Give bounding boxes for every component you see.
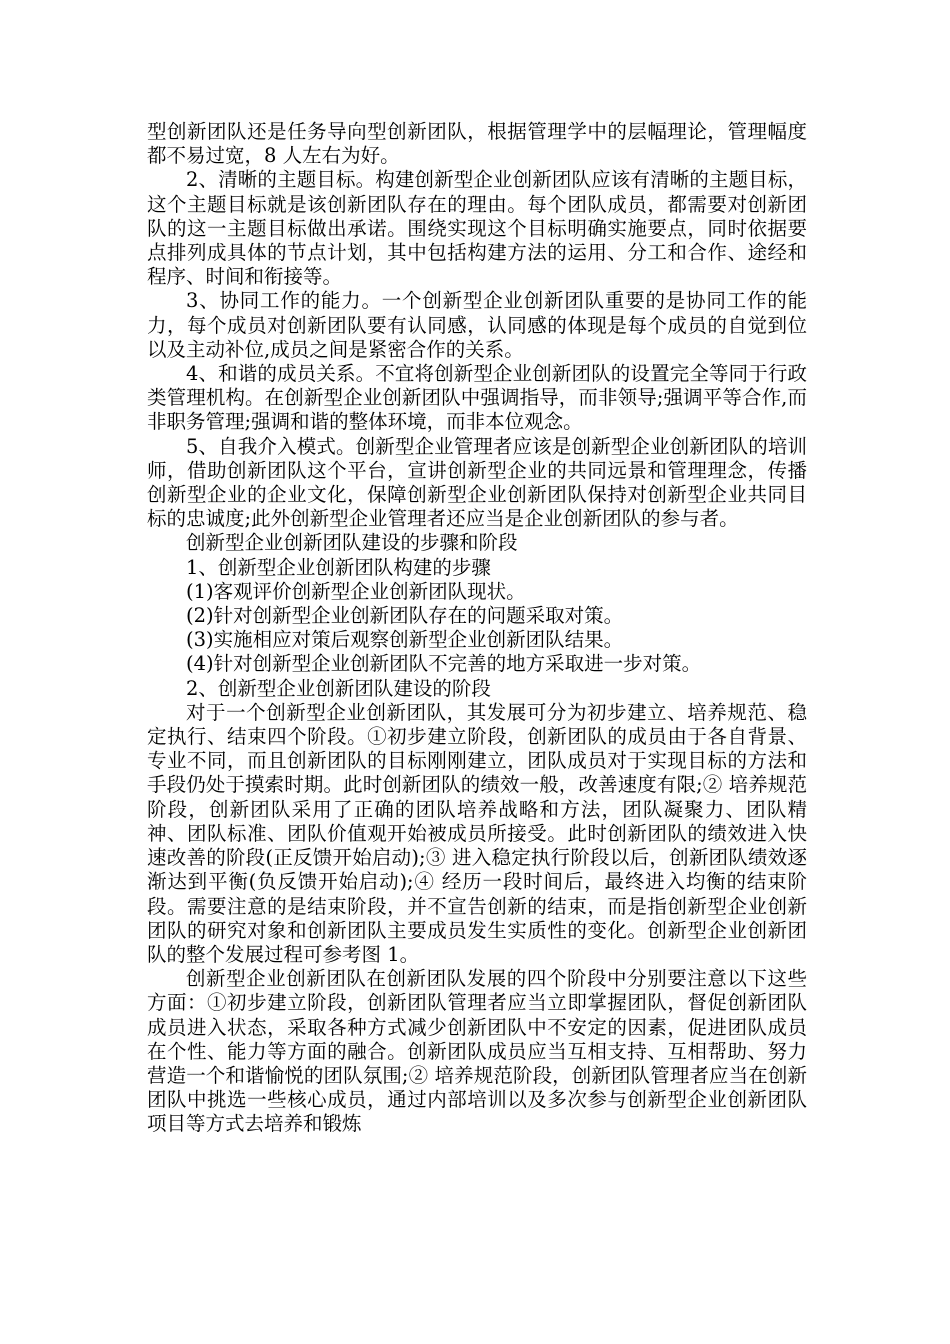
section-heading-steps-stages: 创新型企业创新团队建设的步骤和阶段 bbox=[186, 531, 518, 555]
paragraph-self-involvement: 5、自我介入模式。创新型企业管理者应该是创新型企业创新团队的培训师，借助创新团队这个平台，宣讲创新型企业的共同远景和管理理念，传播创新型企业的企业文化，保障创新型企业创新团队保持对创新型企业共同目标的忠诚度;此外创新型企业管理者还应当是企业创新团队的参与者。 bbox=[147, 434, 807, 531]
list-item-step-4: (4)针对创新型企业创新团队不完善的地方采取进一步对策。 bbox=[186, 652, 702, 676]
subheading-build-steps: 1、创新型企业创新团队构建的步骤 bbox=[186, 555, 491, 579]
paragraph-four-stages: 对于一个创新型企业创新团队，其发展可分为初步建立、培养规范、稳定执行、结束四个阶段。①初步建立阶段，创新团队的成员由于各自背景、专业不同，而且创新团队的目标刚刚建立，团队成员对于实现目标的方法和手段仍处于摸索时期。此时创新团队的绩效一般，改善速度有限;② 培养规范阶段，创新团队采用了正确的团队培养战略和方法，团队凝聚力、团队精神、团队标准、团队价值观开始被成员所接受。此时创新团队的绩效进入快速改善的阶段(正反馈开始启动);③ 进入稳定执行阶段以后，创新团队绩效逐渐达到平衡(负反馈开始启动);④ 经历一段时间后，最终进入均衡的结束阶段。需要注意的是结束阶段，并不宣告创新的结束，而是指创新型企业创新团队的研究对象和创新团队主要成员发生实质性的变化。创新型企业创新团队的整个发展过程可参考图 1。 bbox=[147, 700, 807, 966]
paragraph-member-relations: 4、和谐的成员关系。不宜将创新型企业创新团队的设置完全等同于行政类管理机构。在创新型企业创新团队中强调指导，而非领导;强调平等合作,而非职务管理;强调和谐的整体环境，而非本位观念。 bbox=[147, 362, 807, 434]
paragraph-collaboration: 3、协同工作的能力。一个创新型企业创新团队重要的是协同工作的能力，每个成员对创新团队要有认同感，认同感的体现是每个成员的自觉到位以及主动补位,成员之间是紧密合作的关系。 bbox=[147, 289, 807, 361]
list-item-step-3: (3)实施相应对策后观察创新型企业创新团队结果。 bbox=[186, 628, 624, 652]
list-item-step-1: (1)客观评价创新型企业创新团队现状。 bbox=[186, 579, 526, 603]
list-item-step-2: (2)针对创新型企业创新团队存在的问题采取对策。 bbox=[186, 604, 624, 628]
paragraph-team-size: 型创新团队还是任务导向型创新团队，根据管理学中的层幅理论，管理幅度都不易过宽，8 人左右为好。 bbox=[147, 120, 807, 168]
document-body bbox=[147, 120, 807, 1137]
paragraph-stage-attention: 创新型企业创新团队在创新团队发展的四个阶段中分别要注意以下这些方面：①初步建立阶段，创新团队管理者应当立即掌握团队，督促创新团队成员进入状态，采取各种方式减少创新团队中不安定的因素，促进团队成员在个性、能力等方面的融合。创新团队成员应当互相支持、互相帮助、努力营造一个和谐愉悦的团队氛围;② 培养规范阶段，创新团队管理者应当在创新团队中挑选一些核心成员，通过内部培训以及多次参与创新型企业创新团队项目等方式去培养和锻炼 bbox=[147, 967, 807, 1136]
paragraph-theme-goal: 2、清晰的主题目标。构建创新型企业创新团队应该有清晰的主题目标，这个主题目标就是该创新团队存在的理由。每个团队成员，都需要对创新团队的这一主题目标做出承诺。围绕实现这个目标明确实施要点，同时依据要点排列成具体的节点计划，其中包括构建方法的运用、分工和合作、途经和程序、时间和衔接等。 bbox=[147, 168, 807, 289]
subheading-build-stages: 2、创新型企业创新团队建设的阶段 bbox=[186, 676, 491, 700]
